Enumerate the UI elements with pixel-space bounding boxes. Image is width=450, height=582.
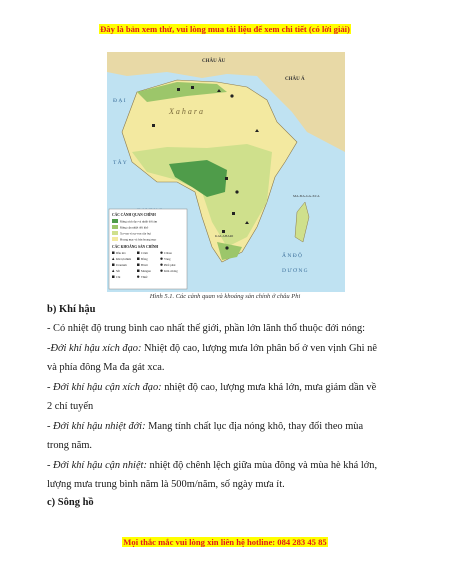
paragraph-line: - Đới khí hậu nhiệt đới: Mang tính chất lục địa nóng khô, thay đổi theo mùa (47, 421, 364, 432)
svg-text:Đồng: Đồng (141, 257, 148, 261)
svg-text:Thiếc: Thiếc (141, 275, 148, 279)
paragraph-line: - Có nhiệt độ trung bình cao nhất thế giới, phần lớn lãnh thổ thuộc đới nóng: (47, 323, 366, 334)
legend-landscape-4: Hoang mạc và bán hoang mạc (120, 237, 157, 242)
africa-landscape-map (107, 52, 345, 292)
svg-text:Mangan: Mangan (141, 269, 151, 273)
paragraph-line: - Đới khí hậu cận nhiệt: nhiệt độ chênh lệch giữa mùa đông và mùa hè khá lớn, (47, 460, 378, 471)
figure-caption: Hình 5.1. Các cảnh quan và khoáng sản chính ở châu Phi (149, 293, 301, 300)
map-legend (109, 209, 187, 289)
svg-text:Chì: Chì (116, 275, 121, 279)
legend-landscape-1: Rừng xích đạo và nhiệt đới ẩm (120, 219, 158, 224)
label-ocean-duong-2: D Ư Ơ N G (282, 268, 308, 274)
label-kalahari: KALAHARI (215, 234, 234, 238)
paragraph-line: trong năm. (47, 440, 93, 451)
svg-text:Sắt: Sắt (116, 269, 120, 273)
svg-text:Bôxít: Bôxít (141, 263, 148, 267)
paragraph-line: - Đới khí hậu cận xích đạo: nhiệt độ cao, lượng mưa khá lớn, mưa giảm dần về (47, 382, 377, 393)
legend-landscape-2: Rừng cận nhiệt đới khô (120, 225, 149, 230)
paragraph-line: 2 chí tuyến (47, 401, 94, 412)
svg-text:Khí tự nhiên: Khí tự nhiên (116, 257, 132, 261)
legend-title-minerals: CÁC KHOÁNG SẢN CHÍNH (112, 245, 159, 249)
svg-text:Vàng: Vàng (164, 257, 171, 261)
label-chau-a: CHÂU Á (285, 77, 305, 82)
legend-title-landscape: CÁC CẢNH QUAN CHÍNH (112, 213, 156, 217)
svg-text:Dầu mỏ: Dầu mỏ (116, 251, 126, 255)
svg-text:Côban: Côban (164, 251, 172, 255)
section-c-title: c) Sông hồ (47, 497, 94, 508)
legend-landscape-3: Xa-van và xa-van cây bụi (120, 231, 151, 236)
svg-text:Kim cương: Kim cương (164, 269, 178, 273)
label-madagascar: MA-ĐA-GA-XCA (293, 194, 320, 198)
label-ocean-dai: Đ Ạ I (113, 98, 126, 104)
paragraph-line: và phía đông Ma đa gát xca. (47, 362, 165, 373)
preview-banner: Đây là bản xem thử, vui lòng mua tài liệu để xem chi tiết (có lời giải) (100, 24, 350, 34)
label-chau-au: CHÂU ÂU (202, 59, 226, 64)
svg-text:Phốt phát: Phốt phát (164, 263, 176, 267)
label-sahara: X a h a r a (169, 107, 203, 116)
contact-banner: Mọi thắc mắc vui lòng xin liên hệ hotline: 084 283 45 85 (123, 537, 327, 547)
svg-text:Uranium: Uranium (116, 263, 127, 267)
label-ocean-an-do: Ấ N Đ Ộ (282, 253, 303, 259)
label-ocean-tay: T Â Y (113, 160, 127, 166)
svg-text:Crôm: Crôm (141, 251, 148, 255)
paragraph-line: -Đới khí hậu xích đạo: Nhiệt độ cao, lượng mưa lớn phân bố ở ven vịnh Ghi nê (47, 343, 377, 354)
section-b-title: b) Khí hậu (47, 304, 96, 315)
paragraph-line: lượng mưa trung bình năm là 500m/năm, số ngày mưa ít. (47, 479, 285, 490)
